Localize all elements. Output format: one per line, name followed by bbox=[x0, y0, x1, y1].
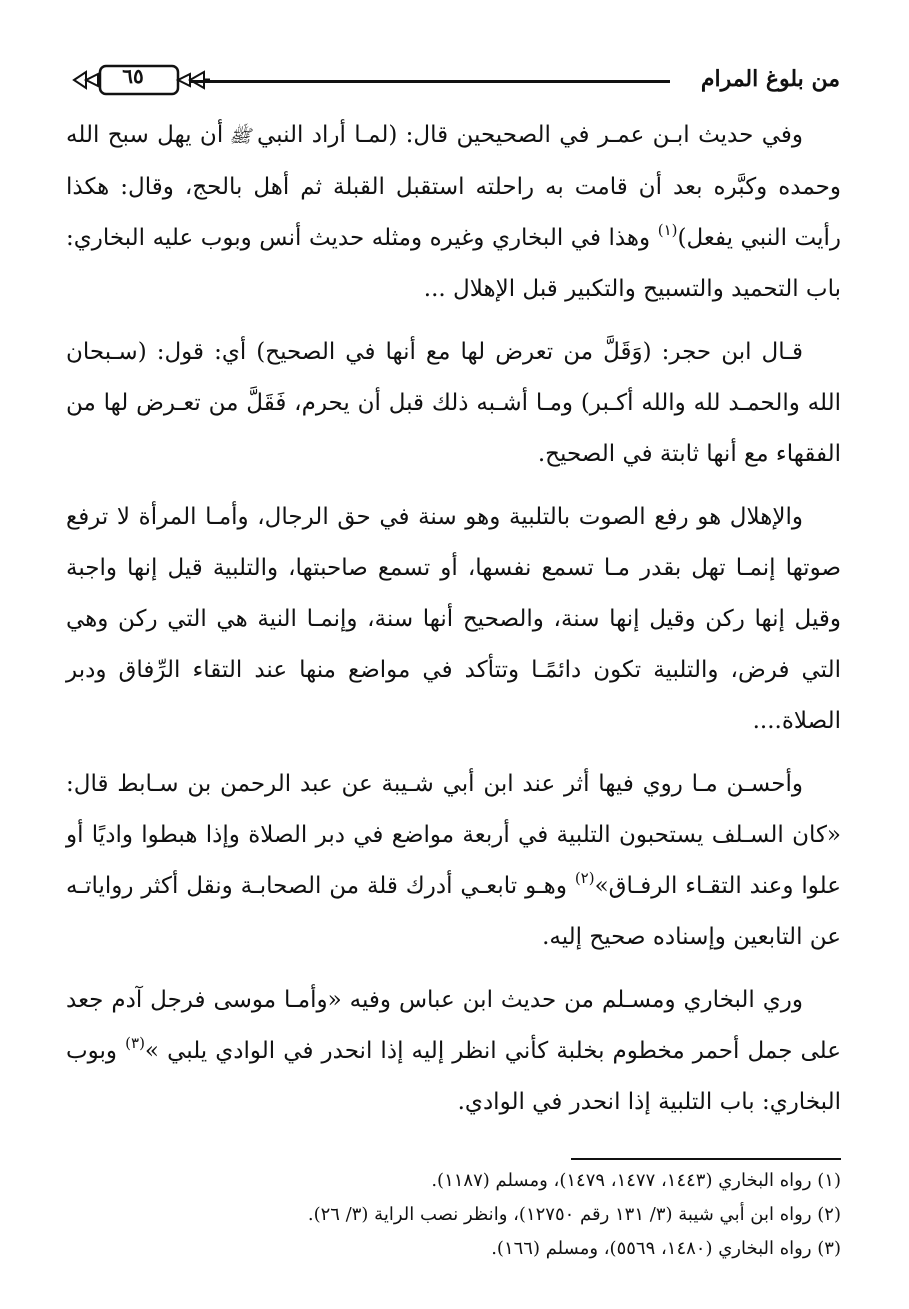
paragraph-text: وفي حديث ابـن عمـر في الصحيحين قال: (لمـا أراد النبي bbox=[256, 122, 803, 148]
main-text bbox=[66, 110, 841, 1140]
paragraph-4 bbox=[66, 759, 841, 963]
paragraph-1 bbox=[66, 110, 841, 315]
header-rule bbox=[190, 80, 670, 83]
footnote-1: (١) رواه البخاري (١٤٤٣، ١٤٧٧، ١٤٧٩)، ومسلم (١١٨٧). bbox=[431, 1170, 841, 1191]
paragraph-3: والإهلال هو رفع الصوت بالتلبية وهو سنة في حق الرجال، وأمـا المرأة لا ترفع صوتها إنمـا تهل بقدر مـا تسمع نفسها، أو تسمع صاحبتها، والتلبية قيل إنها واجبة وقيل إنها ركن وقيل إنها سنة، والصحيح أنها سنة، وإنمـا النية هي التي ركن وهي التي فرض، والتلبية تكون دائمًـا وتتأكد في مواضع منها عند التقاء الرِّفاق ودبر الصلاة.... bbox=[66, 504, 841, 734]
honorific-salutation: ﷺ bbox=[229, 126, 251, 147]
paragraph-text: وهـو تابعـي أدرك قلة من الصحابـة ونقل أكثر رواياتـه عن التابعين وإسناده صحيح إليه. bbox=[66, 873, 841, 950]
footnote-ref-2: (٢) bbox=[574, 869, 595, 887]
paragraph-text: أن يهل سبح الله وحمده وكبَّره بعد أن قامت به راحلته استقبل القبلة ثم أهل بالحج، وقال: هكذا رأيت النبي يفعل) bbox=[66, 122, 842, 251]
paragraph-5 bbox=[66, 975, 841, 1128]
footnote-ref-1: (١) bbox=[657, 221, 678, 239]
footnote-separator bbox=[571, 1158, 841, 1160]
book-title: من بلوغ المرام bbox=[700, 66, 840, 92]
paragraph-text: وأحسـن مـا روي فيها أثر عند ابن أبي شـيبة عن عبد الرحمن بن سـابط قال: «كان السـلف يستحبون التلبية في أربعة مواضع في دبر الصلاة وإذا هبطوا واديًا أو علوا وعند التقـاء الرفـاق» bbox=[66, 771, 841, 899]
footnotes bbox=[66, 1164, 841, 1266]
running-header bbox=[70, 58, 840, 104]
paragraph-text: وهذا في البخاري وغيره ومثله حديث أنس وبوب عليه البخاري: باب التحميد والتسبيح والتكبير قبل الإهلال ... bbox=[66, 225, 841, 302]
footnote-3: (٣) رواه البخاري (١٤٨٠، ٥٥٦٩)، ومسلم (١٦٦). bbox=[491, 1238, 841, 1259]
paragraph-2: قـال ابن حجر: (وَقَلَّ من تعرض لها مع أنها في الصحيح) أي: قول: (سـبحان الله والحمـد لله والله أكـبر) ومـا أشـبه ذلك قبل أن يحرم، فَقَلَّ من تعـرض لها من الفقهاء مع أنها ثابتة في الصحيح. bbox=[66, 339, 841, 467]
page-number: ٦٥ bbox=[122, 64, 144, 88]
paragraph-text: وري البخاري ومسـلم من حديث ابن عباس وفيه «وأمـا موسى فرجل آدم جعد على جمل أحمر مخطوم بخلبة كأني انظر إليه إذا انحدر في الوادي يلبي » bbox=[66, 987, 841, 1064]
footnote-2: (٢) رواه ابن أبي شيبة (٣/ ١٣١ رقم ١٢٧٥٠)، وانظر نصب الراية (٣/ ٢٦). bbox=[307, 1204, 841, 1225]
footnote-ref-3: (٣) bbox=[125, 1034, 145, 1052]
paragraph-text: وبوب البخاري: باب التلبية إذا انحدر في الوادي. bbox=[66, 1038, 841, 1115]
